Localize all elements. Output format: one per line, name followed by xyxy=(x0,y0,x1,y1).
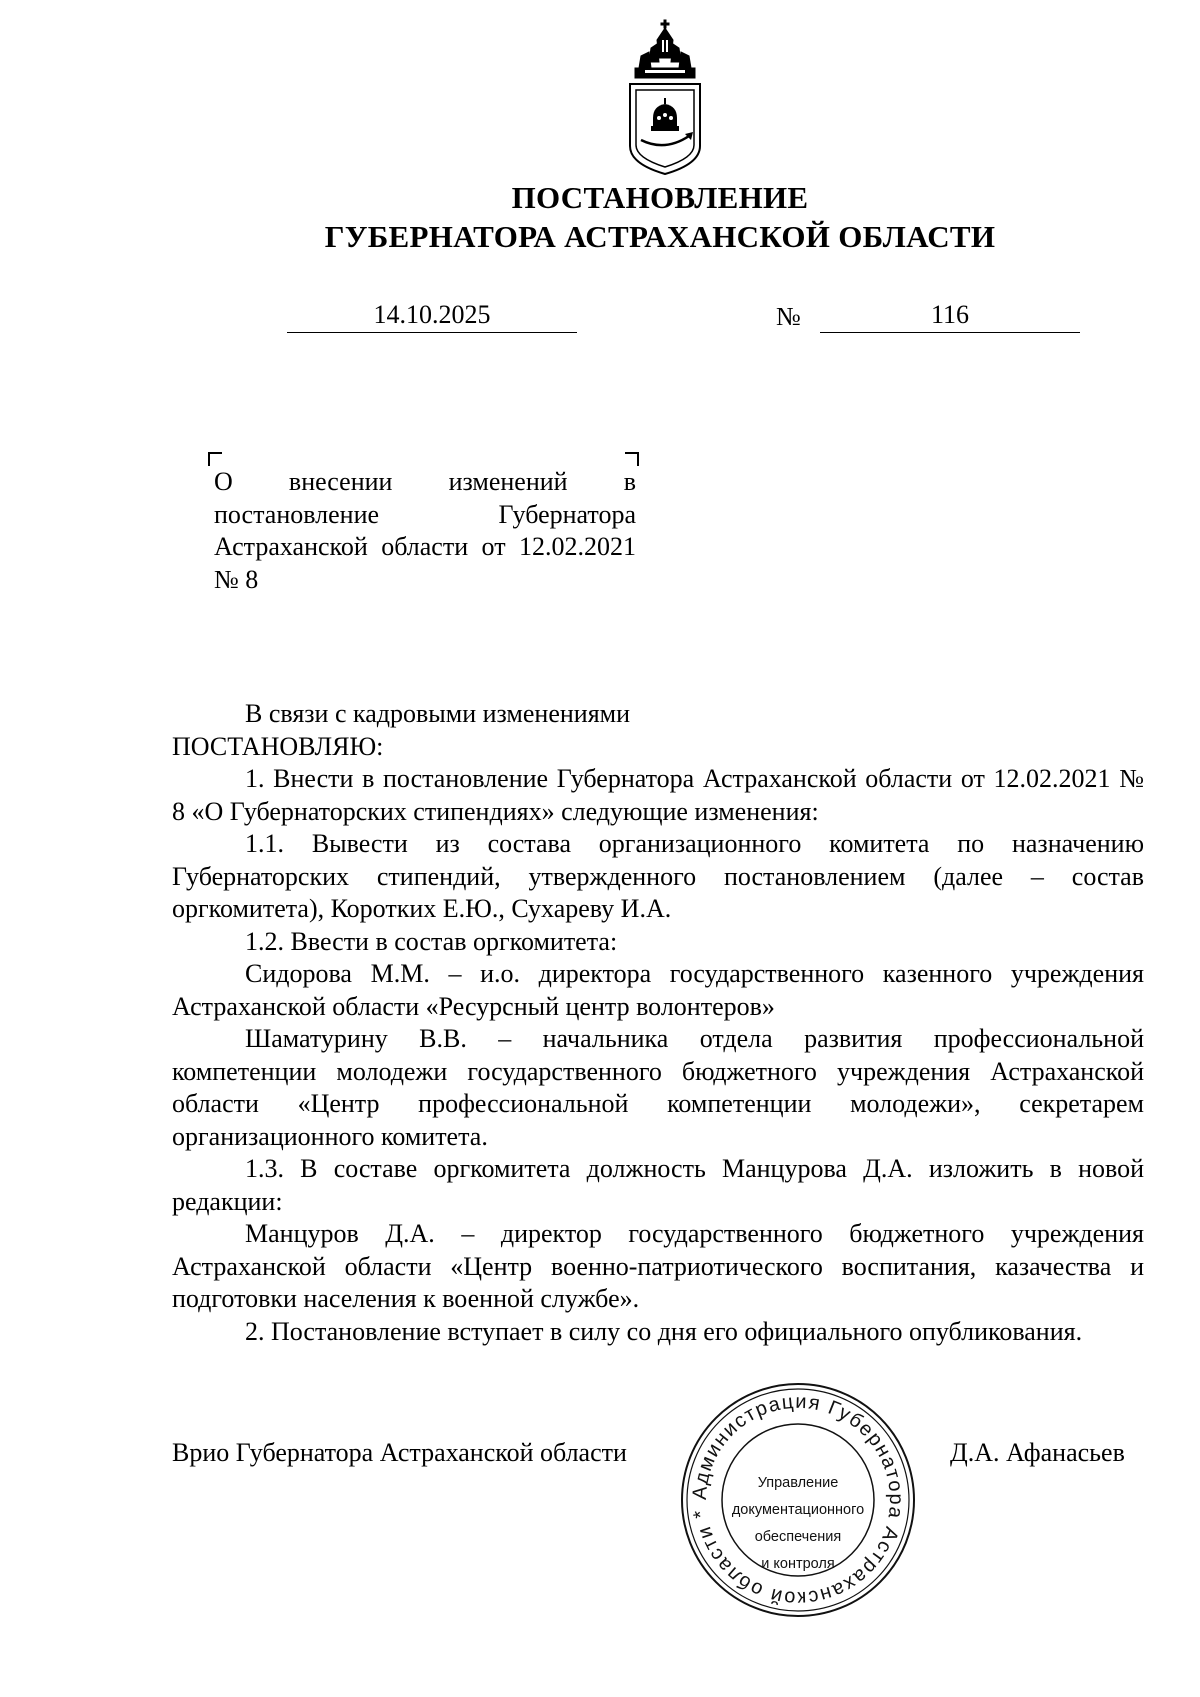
body-paragraph: 1.2. Ввести в состав оргкомитета: xyxy=(245,926,618,956)
issuer-title: ГУБЕРНАТОРА АСТРАХАНСКОЙ ОБЛАСТИ xyxy=(324,219,996,254)
signatory-position: Врио Губернатора Астраханской области xyxy=(172,1438,627,1467)
seal-inner-text xyxy=(718,1470,878,1578)
body-paragraph: 2. Постановление вступает в силу со дня его официального опубликования. xyxy=(245,1316,1083,1346)
document-subject: О внесении изменений в постановление Губернатора Астраханской области от 12.02.2021 № 8 xyxy=(214,467,636,594)
subject-corner-right xyxy=(625,452,639,466)
subject-corner-left xyxy=(208,452,222,466)
body-paragraph: Шаматурину В.В. – начальника отдела развития профессиональной компетенции молодежи государственного бюджетного учреждения Астраханской области «Центр профессиональной компетенции молодежи», секретарем организационного комитета. xyxy=(172,1024,1144,1151)
document-number: 116 xyxy=(930,300,970,329)
coat-of-arms-icon xyxy=(615,18,715,176)
seal-inner-line: обеспечения xyxy=(754,1529,842,1545)
body-paragraph: ПОСТАНОВЛЯЮ: xyxy=(172,731,384,761)
body-paragraph: Сидорова М.М. – и.о. директора государственного казенного учреждения Астраханской области «Ресурсный центр волонтеров» xyxy=(172,959,1144,1021)
seal-inner-line: документационного xyxy=(731,1502,865,1518)
document-body xyxy=(172,698,1144,1348)
signatory-name: Д.А. Афанасьев xyxy=(950,1438,1125,1467)
seal-inner-line: и контроля xyxy=(761,1556,835,1572)
date-underline xyxy=(287,332,577,333)
body-paragraph: В связи с кадровыми изменениями xyxy=(245,699,631,728)
body-paragraph: 1. Внести в постановление Губернатора Астраханской области от 12.02.2021 № 8 «О Губернаторских стипендиях» следующие изменения: xyxy=(172,764,1144,826)
document-date: 14.10.2025 xyxy=(373,300,491,329)
seal-ring-textpath: Администрация Губернатора Астраханской области * xyxy=(688,1390,908,1610)
document-type-title: ПОСТАНОВЛЕНИЕ xyxy=(511,180,809,215)
number-sign: № xyxy=(776,302,801,331)
body-paragraph: 1.3. В составе оргкомитета должность Манцурова Д.А. изложить в новой редакции: xyxy=(172,1154,1144,1216)
seal-inner-line: Управление xyxy=(757,1475,839,1491)
body-paragraph: 1.1. Вывести из состава организационного комитета по назначению Губернаторских стипендий, утвержденного постановлением (далее – состав оргкомитета), Коротких Е.Ю., Сухареву И.А. xyxy=(172,829,1144,923)
number-underline xyxy=(820,332,1080,333)
body-paragraph: Манцуров Д.А. – директор государственного бюджетного учреждения Астраханской области «Центр военно-патриотического воспитания, казачества и подготовки населения к военной службе». xyxy=(172,1219,1144,1313)
